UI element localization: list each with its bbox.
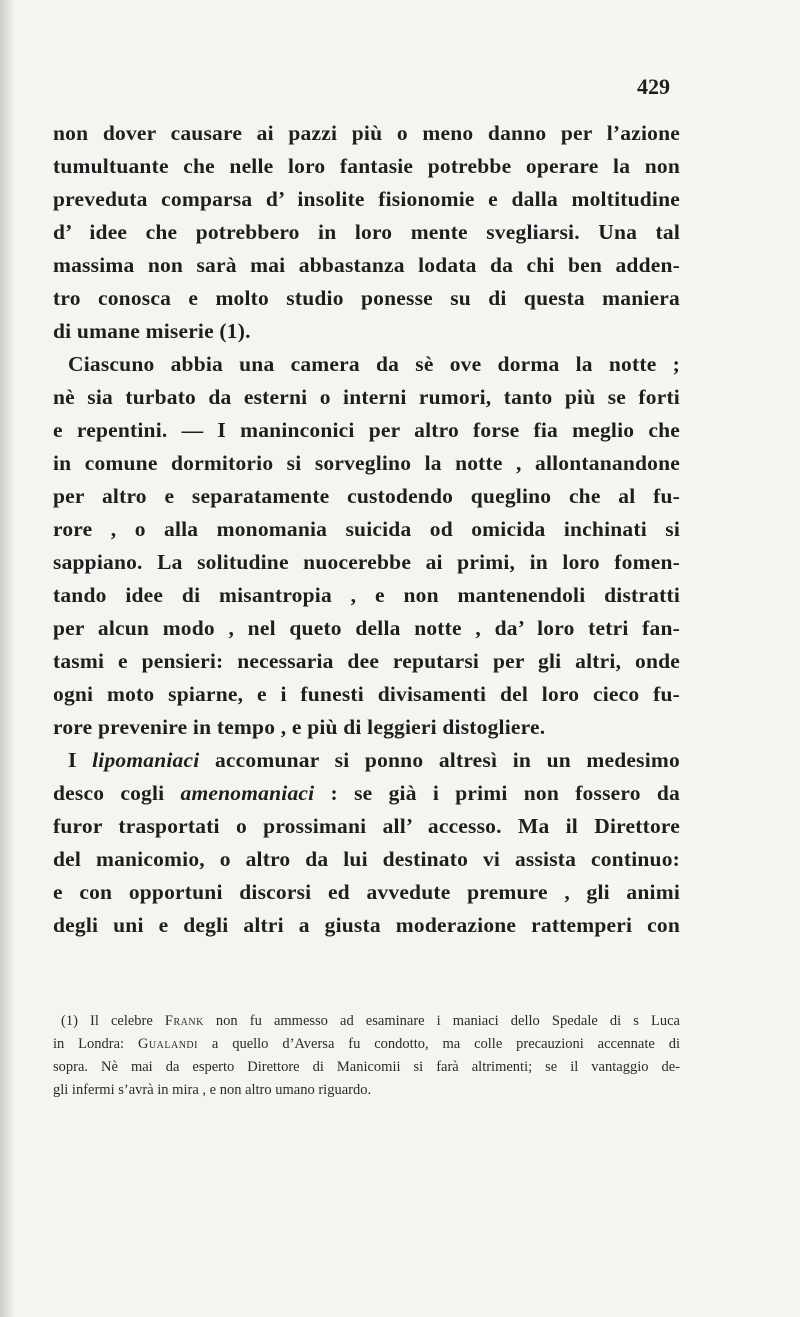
- text-fragment: (1) Il celebre: [61, 1013, 165, 1029]
- text-line: del manicomio, o altro da lui destinato vi assista continuo:: [53, 847, 680, 871]
- text-fragment: a quello d’Aversa fu condotto, ma colle precauzioni accennate di: [197, 1036, 680, 1052]
- text-fragment: desco cogli: [53, 781, 181, 805]
- text-line: degli uni e degli altri a giusta moderazione rattemperi con: [53, 913, 680, 937]
- text-line: ogni moto spiarne, e i funesti divisamenti del loro cieco fu-: [53, 682, 680, 706]
- text-line: rore prevenire in tempo , e più di leggieri distogliere.: [53, 715, 546, 739]
- text-line: per alcun modo , nel queto della notte , da’ loro tetri fan-: [53, 616, 680, 640]
- footnote-line: [53, 1033, 680, 1055]
- text-line: rore , o alla monomania suicida od omicida inchinati si: [53, 517, 680, 541]
- text-line: [53, 778, 680, 808]
- text-line: d’ idee che potrebbero in loro mente svegliarsi. Una tal: [53, 220, 680, 244]
- text-line: massima non sarà mai abbastanza lodata da chi ben adden-: [53, 253, 680, 277]
- text-line: furor trasportati o prossimani all’ accesso. Ma il Direttore: [53, 814, 680, 838]
- text-line: preveduta comparsa d’ insolite fisionomie e dalla moltitudine: [53, 187, 680, 211]
- paragraph-start-line: Ciascuno abbia una camera da sè ove dorma la notte ;: [68, 352, 680, 376]
- text-line: tasmi e pensieri: necessaria dee reputarsi per gli altri, onde: [53, 649, 680, 673]
- text-line: nè sia turbato da esterni o interni rumori, tanto più se forti: [53, 385, 680, 409]
- text-fragment: I: [68, 748, 93, 772]
- text-line: sappiano. La solitudine nuocerebbe ai primi, in loro fomen-: [53, 550, 680, 574]
- text-line: e con opportuni discorsi ed avvedute premure , gli animi: [53, 880, 680, 904]
- footnote-line: gli infermi s’avrà in mira , e non altro umano riguardo.: [53, 1082, 372, 1098]
- text-line: tro conosca e molto studio ponesse su di questa maniera: [53, 286, 680, 310]
- footnote-line: sopra. Nè mai da esperto Direttore di Manicomii si farà altrimenti; se il vantaggio de-: [53, 1059, 680, 1075]
- text-fragment: accomunar si ponno altresì in un medesimo: [199, 748, 680, 772]
- author-name: Frank: [164, 1013, 204, 1029]
- author-name: Gualandi: [137, 1036, 198, 1052]
- text-line: in comune dormitorio si sorveglino la notte , allontanandone: [53, 451, 680, 475]
- italic-term: amenomaniaci: [180, 781, 315, 805]
- text-line: non dover causare ai pazzi più o meno danno per l’azione: [53, 121, 680, 145]
- text-fragment: : se già i primi non fossero da: [314, 781, 680, 805]
- text-line: tando idee di misantropia , e non mantenendoli distratti: [53, 583, 680, 607]
- text-line: per altro e separatamente custodendo queglino che al fu-: [53, 484, 680, 508]
- footnote-line: [61, 1010, 680, 1032]
- text-fragment: in Londra:: [53, 1036, 138, 1052]
- text-line: di umane miserie (1).: [53, 319, 251, 343]
- paragraph-start-line: [68, 745, 680, 775]
- italic-term: lipomaniaci: [92, 748, 200, 772]
- text-line: e repentini. — I maninconici per altro forse fia meglio che: [53, 418, 680, 442]
- text-fragment: non fu ammesso ad esaminare i maniaci dello Spedale di s Luca: [203, 1013, 680, 1029]
- text-line: tumultuante che nelle loro fantasie potrebbe operare la non: [53, 154, 680, 178]
- page-number: 429: [637, 74, 670, 99]
- gutter-shadow: [0, 0, 14, 1317]
